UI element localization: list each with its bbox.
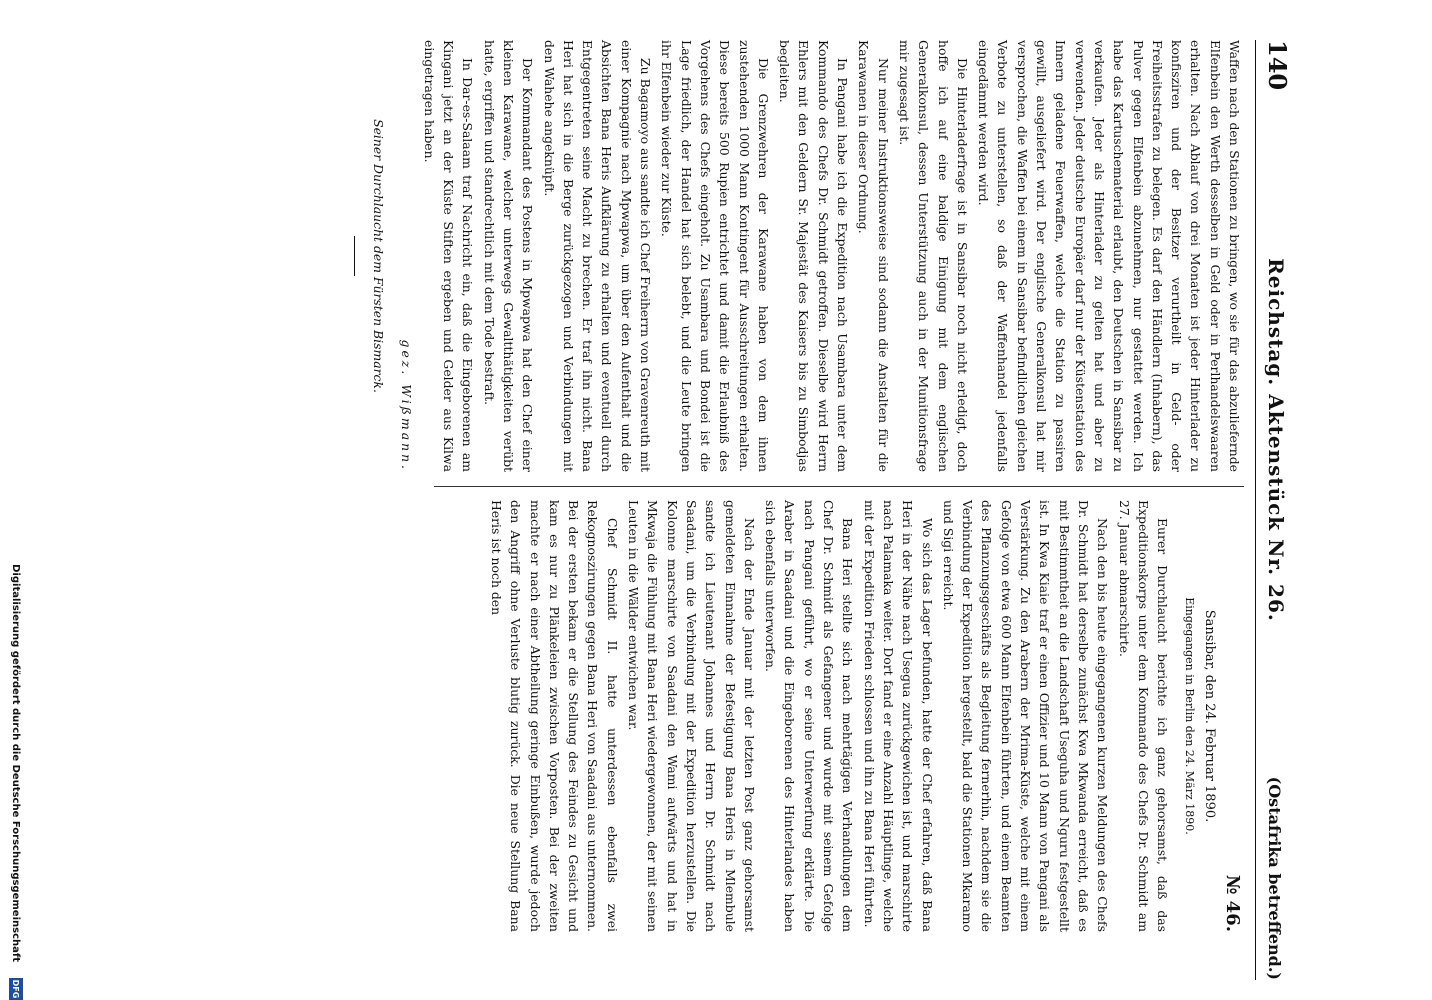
- paragraph: In Pangani habe ich die Expedition nach Usambara unter dem Kommando des Chefs Dr. Schmidt getroffen. Dieselbe wird Herrn Ehlers mit den Geldern Sr. Majestät des Kaisers bis zu Simbodjas begleiten.: [777, 40, 851, 472]
- column-rule: [434, 486, 1244, 487]
- subject-line: (Ostafrika betreffend.): [1265, 776, 1284, 980]
- paragraph: In Dar-es-Salaam traf Nachricht ein, daß die Eingeborenen am Kingani jetzt an der Küste Stiften ergeben und Gelder aus Kilwa eingetragen haben.: [421, 40, 476, 472]
- signature: gez. Wißmann.: [398, 339, 414, 472]
- page-number: 140: [1263, 40, 1292, 91]
- document-number: № 46.: [1222, 874, 1243, 932]
- right-column: [485, 500, 1244, 932]
- running-head: [1255, 40, 1292, 980]
- digitization-credit: [5, 0, 27, 1000]
- paragraph: Wo sich das Lager befunden, hatte der Chef erfahren, daß Bana Heri in der Nähe nach Usegua zurückgewichen ist, und marschirte nach Palamaka weiter. Dort fand er eine Anzahl Häuptlinge, welche mit der Expedition Frieden schlossen und ihn zu Bana Heri führten.: [861, 500, 935, 932]
- paragraph: Nur meiner Instruktionsweise sind sodann die Anstalten für die Karawanen in dieser Ordnung.: [856, 40, 891, 472]
- credit-text: Digitalisierung gefördert durch die Deutsche Forschungsgemeinschaft: [10, 564, 22, 962]
- page-title: Reichstag. Aktenstück Nr. 26.: [1264, 258, 1288, 622]
- paragraph: Waffen nach den Stationen zu bringen, wo sie für das abzuliefernde Elfenbein den Werth desselben in Geld oder in Perlhandelswaaren erhalten. Nach Ablauf von drei Monaten ist jeder Hinterlader zu konfisziren und der Besitzer verurtheilt in Geld- oder Freiheitsstrafen zu belegen. Es darf den Händlern (Inhabern), das Pulver gegen Elfenbein abzunehmen, nur gestattet werden. Ich habe das Kartuschematerial erlaubt, den Deutschen in Sansibar zu verkaufen. Jeder als Hinterlader zu gelten hat und aber zu verwenden. Jeder deutsche Europäer darf nur der Küstenstation des Innern geladene Feuerwaffen, welche die Station zu passiren gewillt, ausgeliefert wird. Der englische Generalkonsul hat mir versprochen, die Waffen bei einem in Sansibar befindlichen gleichen Verbote zu unterstellen, so daß der Waffenhandel jedenfalls eingedämmt werden wird.: [976, 40, 1242, 472]
- paragraph: Die Grenzwehren der Karawane haben von dem ihnen zustehenden 1000 Mann Kontingent für Ausschreitungen erhalten. Diese bereits 500 Rupien entrichtet und damit die Erlaubniß des Vorgehens des Chefs eingeholt. Zu Usambara und Bondei ist die Lage friedlich, der Handel hat sich belebt, und die Leute bringen ihr Elfenbein wieder zur Küste.: [659, 40, 771, 472]
- paragraph: Die Hinterladerfrage ist in Sansibar noch nicht erledigt, doch hoffe ich auf eine baldige Einigung mit dem englischen Generalkonsul, dessen Unterstützung auch in der Munitionsfrage mir zugesagt ist.: [896, 40, 970, 472]
- dateline: Sansibar, den 24. Februar 1890.: [1201, 609, 1217, 823]
- paragraph: Chef Schmidt II. hatte unterdessen ebenfalls zwei Rekognoszirungen gegen Bana Heri von Saadani aus unternommen. Bei der ersten bekam er die Stellung des Feindes zu Gesicht und kam es nur zu Plänkeleien zwischen Vorposten. Bei der zweiten machte er nach einer Abtheilung geringe Einbußen, wurde jedoch den Angriff ohne Verluste blutig zurück. Die neue Stellung Bana Heris ist noch den: [489, 500, 620, 932]
- paragraph: Nach den bis heute eingegangenen kurzen Meldungen des Chefs Dr. Schmidt hat derselbe zunächst Kwa Mkwanda erreicht, daß es mit Bestimmtheit an die Landschaft Useguha und Nguru festgestellt ist. In Kwa Kiaie traf er einen Offizier und 10 Mann von Pangani als Verstärkung. Zu den Arabern der Mrima-Küste, welche mit einem Gefolge von etwa 600 Mann Elfenbein führten, und einem Beamten des Pflanzungsgeschäfts als Begleitung fernerhin, nachdem sie die Verbindung der Expedition hergestellt, bald die Stationen Mkaramo und Sigi erreicht.: [940, 500, 1111, 932]
- received-note: Eingegangen in Berlin den 24. März 1890.: [1183, 597, 1197, 835]
- divider: [354, 236, 355, 276]
- paragraph: Zu Bagamoyo aus sandte ich Chef Freiherrn von Gravenreuth mit einer Kompagnie nach Mpwapwa, um über den Aufenthalt und die Absichten Bana Heris Aufklärung zu erhalten und eventuell durch Entgegentreten seine Macht zu brechen. Er traf ihn nicht. Bana Heri hat sich in die Berge zurückgezogen und Verbindungen mit den Wahehe angeknüpft.: [541, 40, 654, 472]
- paragraph: Eurer Durchlaucht berichte ich ganz gehorsamst, daß das Expeditionskorps unter dem Kommando des Chefs Dr. Schmidt am 27. Januar abmarschirte.: [1116, 500, 1171, 932]
- addressee: Seiner Durchlaucht dem Fürsten Bismarck.: [371, 119, 387, 393]
- paragraph: Der Kommandant des Postens in Mpwapwa hat den Chef einer kleinen Karawane, welcher unterwegs Gewaltthätigkeiten verübt hatte, ergriffen und standrechtlich mit dem Tode bestraft.: [481, 40, 536, 472]
- dfg-logo: DFG: [9, 978, 23, 1000]
- left-column: [340, 40, 1244, 472]
- paragraph: Bana Heri stellte sich nach mehrtägigen Verhandlungen dem Chef Dr. Schmidt als Gefangener und wurde mit seinem Gefolge nach Pangani geführt, wo er seine Unterwerfung erklärte. Die Araber in Saadani und die Eingeborenen des Hinterlandes haben sich ebenfalls unterworfen.: [763, 500, 856, 932]
- paragraph: Nach der Ende Januar mit der letzten Post ganz gehorsamst gemeldeten Einnahme der Befestigung Bana Heris in Mlembule sandte ich Lieutenant Johannes und Herrn Dr. Schmidt nach Saadani, um die Verbindung mit der Expedition herzustellen. Die Kolonne marschirte von Saadani den Wami aufwärts und hat in Mkwaja die Fühlung mit Bana Heri wiedergewonnen, der mit seinen Leuten in die Wälder entwichen war.: [626, 500, 757, 932]
